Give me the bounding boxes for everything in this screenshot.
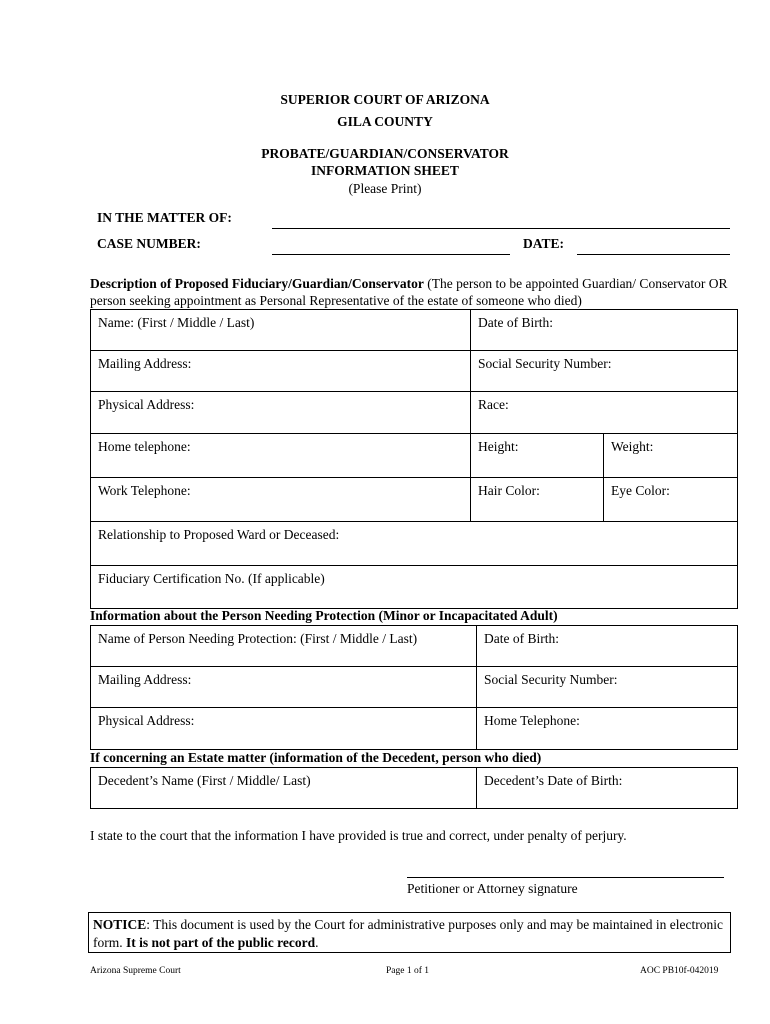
attestation-text: I state to the court that the information I have provided is true and correct, under penalty of perjury. <box>90 828 627 843</box>
footer-page: Page 1 of 1 <box>386 966 430 976</box>
notice-label: NOTICE <box>93 917 147 932</box>
matter-field[interactable] <box>272 228 730 229</box>
please-print-note: (Please Print) <box>348 181 422 196</box>
protected-name-cell[interactable]: Name of Person Needing Protection: (First / Middle / Last) <box>91 626 477 667</box>
date-field[interactable] <box>577 254 730 255</box>
form-title-line1: PROBATE/GUARDIAN/CONSERVATOR <box>261 146 509 161</box>
fiduciary-heading: Description of Proposed Fiduciary/Guardian/Conservator <box>90 276 424 291</box>
signature-label: Petitioner or Attorney signature <box>407 881 578 896</box>
date-label: DATE: <box>523 236 565 251</box>
fiduciary-ssn-cell[interactable]: Social Security Number: <box>471 351 738 392</box>
fiduciary-height-cell[interactable]: Height: <box>471 434 604 478</box>
fiduciary-relationship-cell[interactable]: Relationship to Proposed Ward or Deceased: <box>91 522 738 566</box>
fiduciary-dob-cell[interactable]: Date of Birth: <box>471 310 738 351</box>
fiduciary-mailing-cell[interactable]: Mailing Address: <box>91 351 471 392</box>
protected-ssn-cell[interactable]: Social Security Number: <box>477 667 738 708</box>
footer-form-number: AOC PB10f-042019 <box>640 966 719 976</box>
protected-physical-cell[interactable]: Physical Address: <box>91 708 477 750</box>
estate-heading: If concerning an Estate matter (information of the Decedent, person who died) <box>90 750 542 765</box>
notice-box <box>88 912 731 953</box>
notice-end: . <box>315 935 319 950</box>
fiduciary-home-phone-cell[interactable]: Home telephone: <box>91 434 471 478</box>
protected-table <box>90 625 738 750</box>
protected-heading: Information about the Person Needing Protection (Minor or Incapacitated Adult) <box>90 608 558 623</box>
fiduciary-physical-cell[interactable]: Physical Address: <box>91 392 471 434</box>
fiduciary-weight-cell[interactable]: Weight: <box>604 434 738 478</box>
notice-text: : This document is used by the Court for administrative purposes only and may be maintained in electronic form. <box>93 917 724 950</box>
signature-line[interactable] <box>407 877 724 878</box>
footer-left: Arizona Supreme Court <box>90 966 181 976</box>
estate-table <box>90 767 738 809</box>
protected-dob-cell[interactable]: Date of Birth: <box>477 626 738 667</box>
fiduciary-work-phone-cell[interactable]: Work Telephone: <box>91 478 471 522</box>
fiduciary-eye-cell[interactable]: Eye Color: <box>604 478 738 522</box>
fiduciary-description <box>90 275 750 309</box>
decedent-name-cell[interactable]: Decedent’s Name (First / Middle/ Last) <box>91 768 477 809</box>
county-name: GILA COUNTY <box>337 114 433 129</box>
fiduciary-table <box>90 309 738 609</box>
fiduciary-cert-cell[interactable]: Fiduciary Certification No. (If applicable) <box>91 566 738 609</box>
form-title-line2: INFORMATION SHEET <box>311 163 459 178</box>
fiduciary-race-cell[interactable]: Race: <box>471 392 738 434</box>
fiduciary-hair-cell[interactable]: Hair Color: <box>471 478 604 522</box>
decedent-dob-cell[interactable]: Decedent’s Date of Birth: <box>477 768 738 809</box>
protected-mailing-cell[interactable]: Mailing Address: <box>91 667 477 708</box>
court-name: SUPERIOR COURT OF ARIZONA <box>280 92 490 107</box>
case-number-field[interactable] <box>272 254 510 255</box>
notice-bold-text: It is not part of the public record <box>126 935 316 950</box>
case-number-label: CASE NUMBER: <box>97 236 201 251</box>
fiduciary-name-cell[interactable]: Name: (First / Middle / Last) <box>91 310 471 351</box>
fiduciary-heading-note: (The person to be appointed Guardian/ Conservator OR person seeking appointment as Personal Representative of the estate of someone who died) <box>90 276 728 308</box>
matter-label: IN THE MATTER OF: <box>97 210 232 225</box>
protected-home-phone-cell[interactable]: Home Telephone: <box>477 708 738 750</box>
